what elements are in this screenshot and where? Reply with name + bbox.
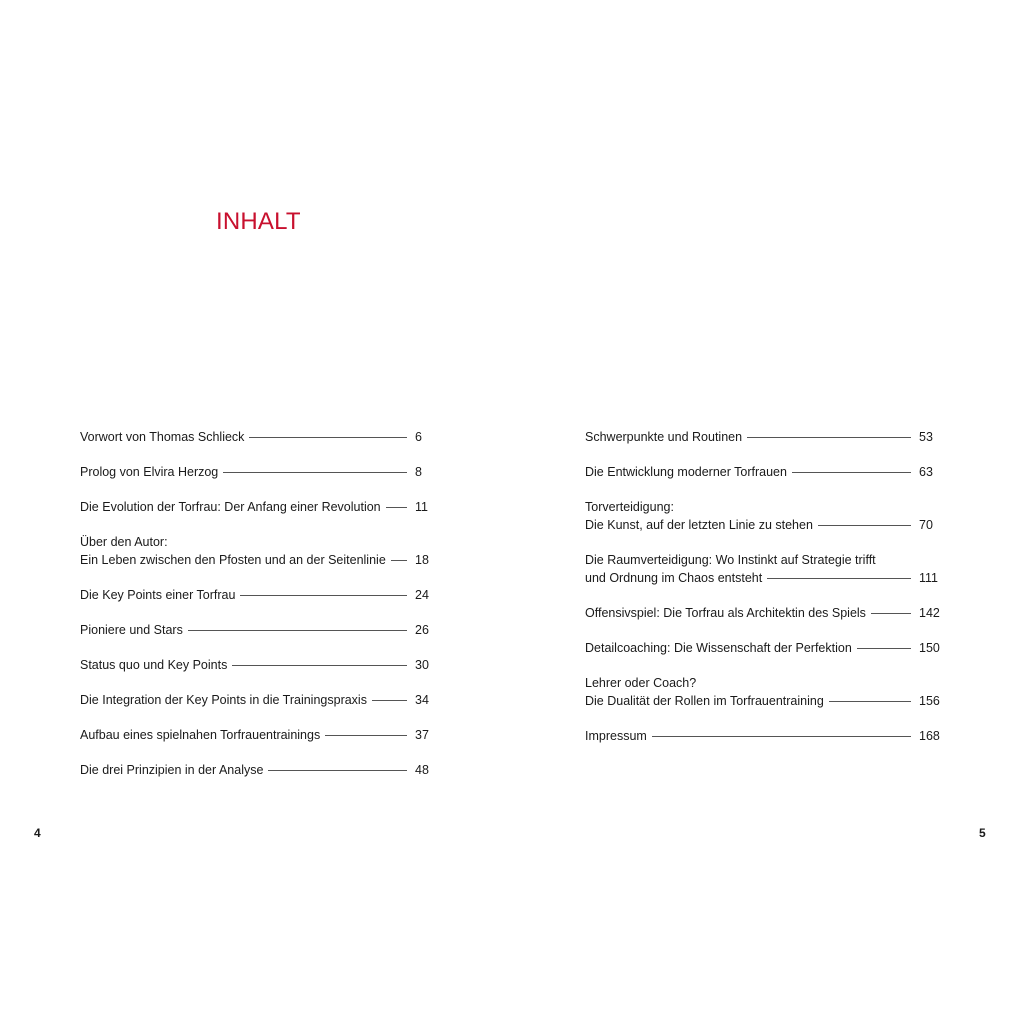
toc-entry-title: Die Entwicklung moderner Torfrauen (585, 465, 787, 479)
toc-entry-heading: Lehrer oder Coach? (585, 676, 697, 690)
toc-entry[interactable] (585, 727, 939, 745)
toc-entry-page-number: 26 (415, 623, 429, 637)
toc-entry-page-number: 37 (415, 728, 429, 742)
toc-entry-page-number: 142 (919, 606, 940, 620)
toc-entry-page-number: 150 (919, 641, 940, 655)
toc-entry-title: und Ordnung im Chaos entsteht (585, 571, 763, 585)
toc-entry[interactable] (585, 428, 939, 446)
page-title: INHALT (216, 208, 301, 236)
toc-entry-heading: Über den Autor: (80, 535, 168, 549)
toc-entry-page-number: 156 (919, 694, 940, 708)
leader-line (386, 507, 407, 508)
toc-entry[interactable] (585, 639, 939, 657)
toc-entry-title: Status quo und Key Points (80, 658, 228, 672)
leader-line (249, 437, 407, 438)
toc-entry-page-number: 6 (415, 430, 422, 444)
toc-entry[interactable] (80, 621, 435, 639)
toc-entry[interactable] (585, 604, 939, 622)
toc-left-column (80, 428, 435, 796)
leader-line (188, 630, 407, 631)
toc-entry-title: Die Kunst, auf der letzten Linie zu stehen (585, 518, 813, 532)
toc-entry-page-number: 8 (415, 465, 422, 479)
page-number-left: 4 (34, 826, 41, 840)
toc-entry-page-number: 24 (415, 588, 429, 602)
page-number-right: 5 (979, 826, 986, 840)
toc-entry-page-number: 18 (415, 553, 429, 567)
toc-entry[interactable] (80, 463, 435, 481)
toc-entry-page-number: 11 (415, 500, 428, 514)
toc-entry[interactable] (80, 726, 435, 744)
toc-entry[interactable] (80, 586, 435, 604)
toc-entry-page-number: 30 (415, 658, 429, 672)
toc-entry-title: Die drei Prinzipien in der Analyse (80, 763, 264, 777)
toc-entry[interactable] (585, 551, 939, 587)
leader-line (268, 770, 407, 771)
leader-line (871, 613, 911, 614)
toc-entry-page-number: 34 (415, 693, 429, 707)
toc-entry-title: Die Evolution der Torfrau: Der Anfang einer Revolution (80, 500, 381, 514)
toc-entry-heading: Die Raumverteidigung: Wo Instinkt auf Strategie trifft (585, 553, 876, 567)
toc-entry-title: Schwerpunkte und Routinen (585, 430, 743, 444)
toc-entry-title: Die Dualität der Rollen im Torfrauentraining (585, 694, 824, 708)
toc-entry-heading: Torverteidigung: (585, 500, 674, 514)
leader-line (240, 595, 407, 596)
toc-entry-title: Detailcoaching: Die Wissenschaft der Perfektion (585, 641, 852, 655)
toc-entry[interactable] (80, 761, 435, 779)
leader-line (767, 578, 911, 579)
toc-entry[interactable] (80, 533, 435, 569)
toc-entry-title: Offensivspiel: Die Torfrau als Architektin des Spiels (585, 606, 866, 620)
toc-entry-title: Pioniere und Stars (80, 623, 183, 637)
toc-entry[interactable] (585, 498, 939, 534)
toc-entry-title: Impressum (585, 729, 647, 743)
leader-line (223, 472, 407, 473)
leader-line (747, 437, 911, 438)
toc-entry[interactable] (585, 463, 939, 481)
toc-entry-page-number: 70 (919, 518, 933, 532)
toc-entry-page-number: 111 (919, 571, 939, 585)
leader-line (391, 560, 407, 561)
leader-line (792, 472, 911, 473)
toc-entry[interactable] (80, 656, 435, 674)
toc-entry-title: Die Key Points einer Torfrau (80, 588, 236, 602)
toc-entry-page-number: 63 (919, 465, 933, 479)
leader-line (232, 665, 407, 666)
leader-line (325, 735, 407, 736)
toc-entry-title: Vorwort von Thomas Schlieck (80, 430, 245, 444)
toc-entry[interactable] (585, 674, 939, 710)
leader-line (372, 700, 407, 701)
toc-right-column (585, 428, 939, 762)
toc-entry-page-number: 53 (919, 430, 933, 444)
leader-line (829, 701, 911, 702)
toc-entry-title: Die Integration der Key Points in die Trainingspraxis (80, 693, 367, 707)
leader-line (857, 648, 911, 649)
toc-entry[interactable] (80, 691, 435, 709)
leader-line (652, 736, 911, 737)
toc-entry[interactable] (80, 498, 435, 516)
toc-entry-title: Ein Leben zwischen den Pfosten und an der Seitenlinie (80, 553, 386, 567)
leader-line (818, 525, 911, 526)
toc-entry-title: Prolog von Elvira Herzog (80, 465, 219, 479)
toc-entry-page-number: 168 (919, 729, 940, 743)
toc-entry[interactable] (80, 428, 435, 446)
toc-entry-title: Aufbau eines spielnahen Torfrauentrainings (80, 728, 321, 742)
toc-entry-page-number: 48 (415, 763, 429, 777)
